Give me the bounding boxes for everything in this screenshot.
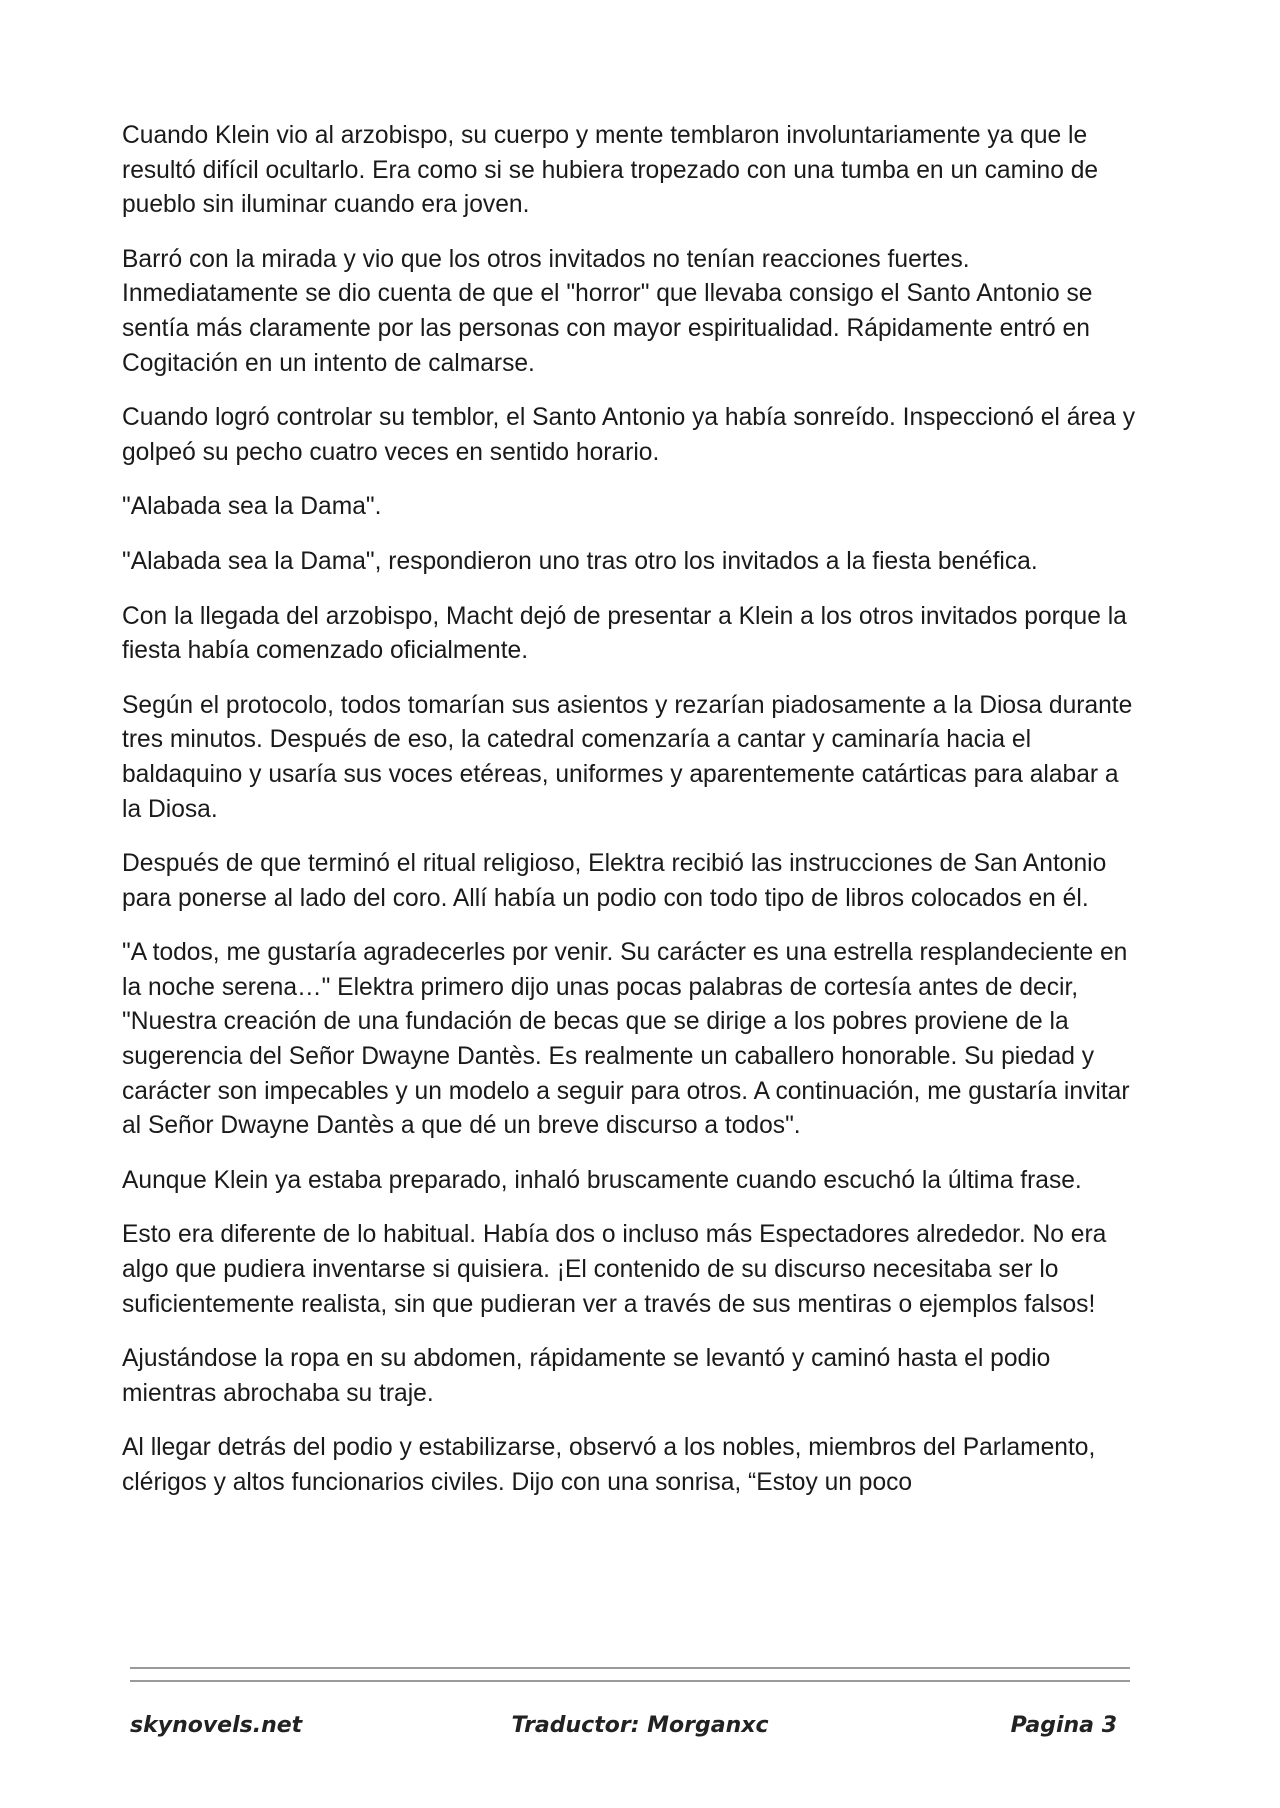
footer-rule-bottom <box>130 1680 1130 1682</box>
paragraph: Cuando logró controlar su temblor, el Santo Antonio ya había sonreído. Inspeccionó el área y golpeó su pecho cuatro veces en sentido horario. <box>122 404 1136 466</box>
paragraph: Según el protocolo, todos tomarían sus asientos y rezarían piadosamente a la Diosa durante tres minutos. Después de eso, la catedral comenzaría a cantar y caminaría hacia el baldaquino y usaría sus voces etéreas, uniformes y aparentemente catárticas para alabar a la Diosa. <box>122 691 1133 823</box>
footer-divider <box>130 1667 1130 1693</box>
paragraph: "A todos, me gustaría agradecerles por venir. Su carácter es una estrella resplandeciente en la noche serena…" Elektra primero dijo unas pocas palabras de cortesía antes de decir, "Nuestra creación de una fundación de becas que se dirige a los pobres proviene de la sugerencia del Señor Dwayne Dantès. Es realmente un caballero honorable. Su piedad y carácter son impecables y un modelo a seguir para otros. A continuación, me gustaría invitar al Señor Dwayne Dantès a que dé un breve discurso a todos". <box>122 939 1130 1140</box>
paragraph: "Alabada sea la Dama", respondieron uno tras otro los invitados a la fiesta benéfica. <box>122 547 1038 575</box>
paragraph: Al llegar detrás del podio y estabilizarse, observó a los nobles, miembros del Parlamento, clérigos y altos funcionarios civiles. Dijo con una sonrisa, “Estoy un poco <box>122 1434 1096 1496</box>
paragraph: Ajustándose la ropa en su abdomen, rápidamente se levantó y caminó hasta el podio mientras abrochaba su traje. <box>122 1345 1051 1407</box>
paragraph: Con la llegada del arzobispo, Macht dejó de presentar a Klein a los otros invitados porque la fiesta había comenzado oficialmente. <box>122 602 1127 665</box>
footer-rule-top <box>130 1667 1130 1669</box>
paragraph: Esto era diferente de lo habitual. Había dos o incluso más Espectadores alrededor. No era algo que pudiera inventarse si quisiera. ¡El contenido de su discurso necesitaba ser lo suficientemente realista, sin que pudieran ver a través de sus mentiras o ejemplos falsos! <box>122 1221 1107 1318</box>
paragraph: Cuando Klein vio al arzobispo, su cuerpo y mente temblaron involuntariamente ya que le resultó difícil ocultarlo. Era como si se hubiera tropezado con una tumba en un camino de pueblo sin iluminar cuando era joven. <box>122 122 1099 219</box>
footer-site: skynovels.net <box>130 1713 303 1738</box>
paragraph: Aunque Klein ya estaba preparado, inhaló bruscamente cuando escuchó la última frase. <box>122 1166 1082 1194</box>
page-footer <box>0 1713 1280 1749</box>
paragraph: Después de que terminó el ritual religioso, Elektra recibió las instrucciones de San Antonio para ponerse al lado del coro. Allí había un podio con todo tipo de libros colocados en él. <box>122 850 1107 912</box>
footer-translator: Traductor: Morganxc <box>511 1713 769 1738</box>
footer-page-number: Pagina 3 <box>1010 1713 1117 1738</box>
paragraph: "Alabada sea la Dama". <box>122 493 382 521</box>
paragraph: Barró con la mirada y vio que los otros invitados no tenían reacciones fuertes. Inmediatamente se dio cuenta de que el "horror" que llevaba consigo el Santo Antonio se sentía más claramente por las personas con mayor espiritualidad. Rápidamente entró en Cogitación en un intento de calmarse. <box>122 245 1093 377</box>
document-body <box>122 119 1142 1521</box>
